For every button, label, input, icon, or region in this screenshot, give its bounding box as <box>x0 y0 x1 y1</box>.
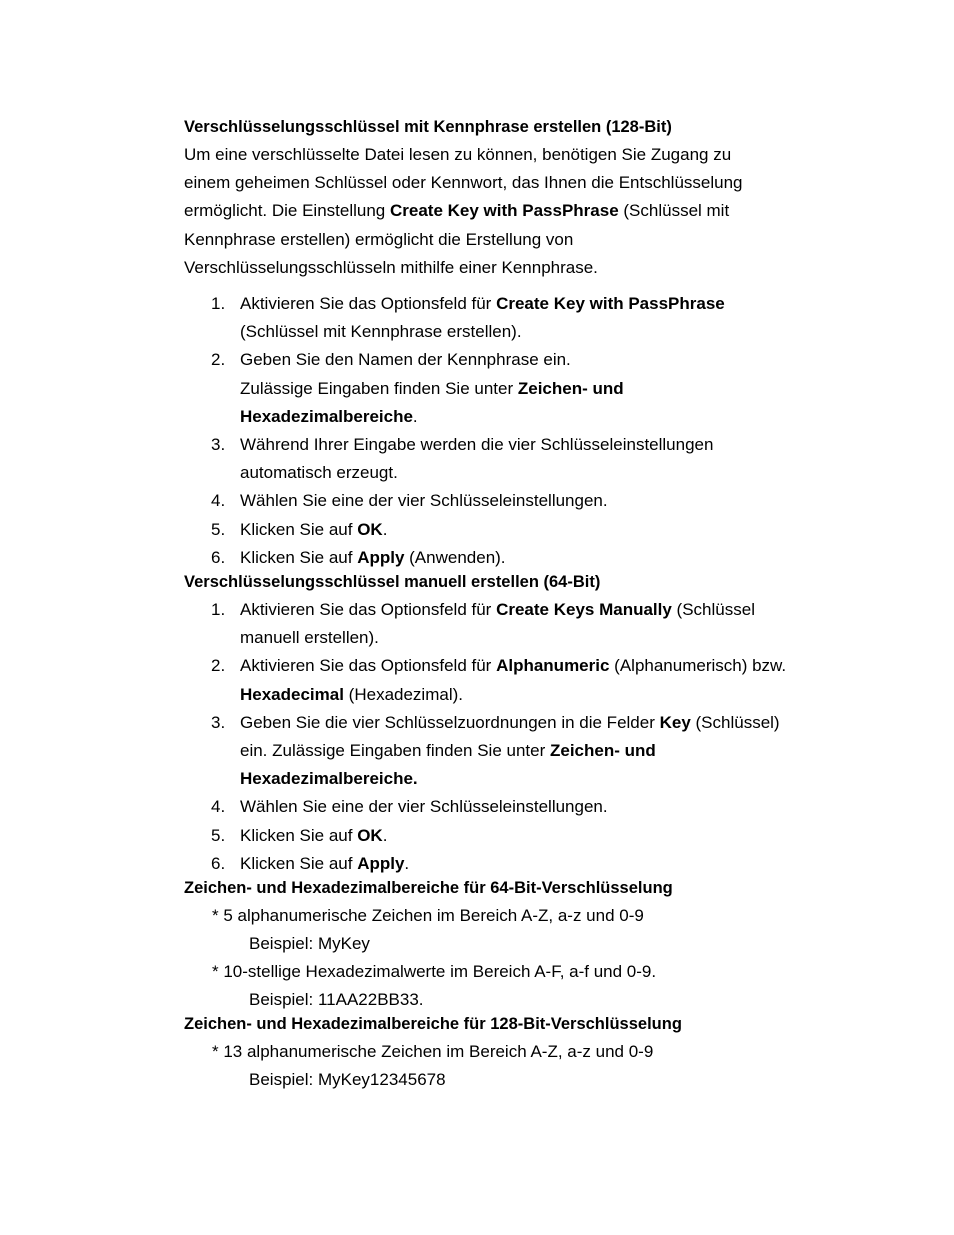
step-line <box>240 822 864 850</box>
step-text: Aktivieren Sie das Optionsfeld für <box>240 294 497 314</box>
passphrase-steps-list <box>184 290 864 572</box>
step-line: Während Ihrer Eingabe werden die vier Schlüsseleinstellungen <box>240 435 714 455</box>
intro-line <box>184 197 864 225</box>
bullet-text: * 5 alphanumerische Zeichen im Bereich A-Z, a-z und 0-9 <box>212 906 644 926</box>
step-number: 1. <box>211 600 226 620</box>
intro-paragraph <box>184 141 864 282</box>
intro-line: Verschlüsselungsschlüsseln mithilfe einer Kennphrase. <box>184 257 598 277</box>
bullet-item <box>184 958 864 1014</box>
step-text: Aktivieren Sie das Optionsfeld für <box>240 600 497 620</box>
intro-text: ermöglicht. Die Einstellung <box>184 201 390 221</box>
step-line: automatisch erzeugt. <box>240 463 398 483</box>
step-line: manuell erstellen). <box>240 628 379 648</box>
step-text: Geben Sie die vier Schlüsselzuordnungen in die Felder <box>240 712 660 732</box>
step-bold-term: Hexadezimalbereiche <box>240 406 413 426</box>
step-line <box>240 290 864 318</box>
step-line <box>240 596 864 624</box>
step-text: . <box>412 406 418 426</box>
list-item <box>184 652 864 708</box>
section-heading-passphrase: Verschlüsselungsschlüssel mit Kennphrase erstellen (128-Bit) <box>184 118 672 136</box>
intro-line: einem geheimen Schlüssel oder Kennwort, das Ihnen die Entschlüsselung <box>184 173 743 193</box>
step-bold-term: Apply <box>357 547 405 567</box>
step-number: 2. <box>211 656 226 676</box>
step-line <box>240 737 864 765</box>
bullet-example: Beispiel: 11AA22BB33. <box>249 990 424 1010</box>
step-bold-term: Alphanumeric <box>496 656 610 676</box>
step-bold-term: Hexadezimalbereiche. <box>240 769 418 789</box>
step-bold-term: Key <box>659 712 691 732</box>
step-text: . <box>382 519 388 539</box>
step-line <box>240 375 864 403</box>
step-bold-term: Zeichen- und <box>517 378 624 398</box>
bullet-item <box>184 902 864 958</box>
list-item <box>184 709 864 794</box>
step-line: Wählen Sie eine der vier Schlüsseleinstellungen. <box>240 797 608 817</box>
intro-line: Kennphrase erstellen) ermöglicht die Erstellung von <box>184 229 574 249</box>
step-line <box>240 765 864 793</box>
list-item <box>184 850 864 878</box>
step-number: 4. <box>211 797 226 817</box>
step-bold-term: Zeichen- und <box>549 741 656 761</box>
step-line: Wählen Sie eine der vier Schlüsseleinstellungen. <box>240 491 608 511</box>
step-bold-term: Apply <box>357 853 405 873</box>
manual-steps-list <box>184 596 864 878</box>
step-line <box>240 709 864 737</box>
step-number: 4. <box>211 491 226 511</box>
step-text: (Schlüssel <box>671 600 755 620</box>
step-number: 2. <box>211 350 226 370</box>
document-page <box>184 113 864 1094</box>
bullet-example: Beispiel: MyKey <box>249 934 370 954</box>
step-text: Klicken Sie auf <box>240 853 358 873</box>
list-item <box>184 544 864 572</box>
list-item <box>184 596 864 652</box>
step-text: Klicken Sie auf <box>240 519 358 539</box>
step-bold-term: Create Keys Manually <box>496 600 672 620</box>
list-item <box>184 793 864 821</box>
list-item <box>184 516 864 544</box>
step-number: 6. <box>211 547 226 567</box>
step-number: 3. <box>211 435 226 455</box>
step-line <box>240 516 864 544</box>
step-line <box>240 850 864 878</box>
step-line: (Schlüssel mit Kennphrase erstellen). <box>240 322 522 342</box>
section-heading-64bit-ranges: Zeichen- und Hexadezimalbereiche für 64-Bit-Verschlüsselung <box>184 879 673 898</box>
step-line <box>240 544 864 572</box>
intro-line: Um eine verschlüsselte Datei lesen zu können, benötigen Sie Zugang zu <box>184 145 732 164</box>
list-item <box>184 822 864 850</box>
list-item <box>184 346 864 431</box>
step-text: . <box>404 853 410 873</box>
step-line <box>240 681 864 709</box>
intro-text: (Schlüssel mit <box>618 201 730 221</box>
bullet-text: * 10-stellige Hexadezimalwerte im Bereich A-F, a-f und 0-9. <box>212 962 657 982</box>
step-number: 5. <box>211 519 226 539</box>
step-line <box>240 403 864 431</box>
list-item <box>184 290 864 346</box>
step-text: ein. Zulässige Eingaben finden Sie unter <box>240 741 550 761</box>
step-number: 1. <box>211 294 226 314</box>
step-line: Geben Sie den Namen der Kennphrase ein. <box>240 350 571 370</box>
step-text: Zulässige Eingaben finden Sie unter <box>240 378 518 398</box>
step-text: (Anwenden). <box>404 547 506 567</box>
step-text: Klicken Sie auf <box>240 825 358 845</box>
step-text: Aktivieren Sie das Optionsfeld für <box>240 656 497 676</box>
list-item <box>184 431 864 487</box>
bullet-text: * 13 alphanumerische Zeichen im Bereich A-Z, a-z und 0-9 <box>212 1042 654 1062</box>
bullet-example: Beispiel: MyKey12345678 <box>249 1070 446 1090</box>
step-number: 6. <box>211 853 226 873</box>
step-text: (Schlüssel) <box>690 712 780 732</box>
step-text: (Alphanumerisch) bzw. <box>609 656 787 676</box>
step-bold-term: Create Key with PassPhrase <box>496 294 725 314</box>
step-text: . <box>382 825 388 845</box>
step-number: 3. <box>211 712 226 732</box>
bullet-item <box>184 1038 864 1094</box>
step-text: (Hexadezimal). <box>343 684 463 704</box>
section-heading-manual: Verschlüsselungsschlüssel manuell erstellen (64-Bit) <box>184 573 601 592</box>
list-item <box>184 487 864 515</box>
step-line <box>240 652 864 680</box>
step-bold-term: Hexadecimal <box>240 684 344 704</box>
step-number: 5. <box>211 825 226 845</box>
step-text: Klicken Sie auf <box>240 547 358 567</box>
section-heading-128bit-ranges: Zeichen- und Hexadezimalbereiche für 128-Bit-Verschlüsselung <box>184 1015 682 1034</box>
intro-bold-term: Create Key with PassPhrase <box>389 201 619 221</box>
step-bold-term: OK <box>357 825 383 845</box>
step-bold-term: OK <box>357 519 383 539</box>
